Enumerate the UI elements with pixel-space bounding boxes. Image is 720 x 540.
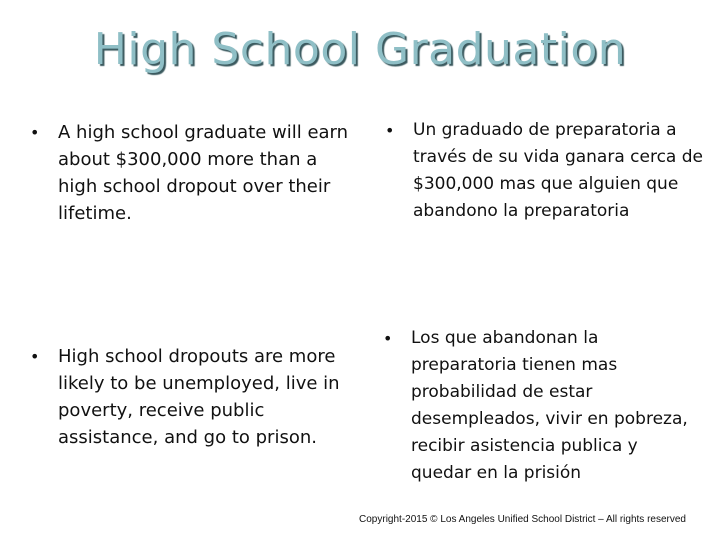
bullet-icon: • xyxy=(383,329,393,348)
bullet-icon: • xyxy=(385,121,395,140)
bullet-text: Los que abandonan la preparatoria tienen mas probabilidad de estar desempleados, vivir en pobreza, recibir asistencia publica y quedar en la prisión xyxy=(411,328,688,483)
bullet-icon: • xyxy=(30,123,40,142)
bullet-text: High school dropouts are more likely to be unemployed, live in poverty, receive public assistance, and go to prison. xyxy=(58,346,340,448)
bullet-spanish-dropouts xyxy=(383,325,703,487)
bullet-english-dropouts xyxy=(30,343,350,451)
bullet-icon: • xyxy=(30,347,40,366)
slide-title: High School Graduation xyxy=(93,24,627,75)
bullet-english-earnings xyxy=(30,119,350,227)
bullet-spanish-earnings xyxy=(385,117,710,225)
bullet-text: A high school graduate will earn about $300,000 more than a high school dropout over their lifetime. xyxy=(58,122,349,224)
bullet-text: Un graduado de preparatoria a través de su vida ganara cerca de $300,000 mas que alguien que abandono la preparatoria xyxy=(413,120,703,221)
copyright-notice: Copyright-2015 © Los Angeles Unified School District – All rights reserved xyxy=(359,514,686,525)
